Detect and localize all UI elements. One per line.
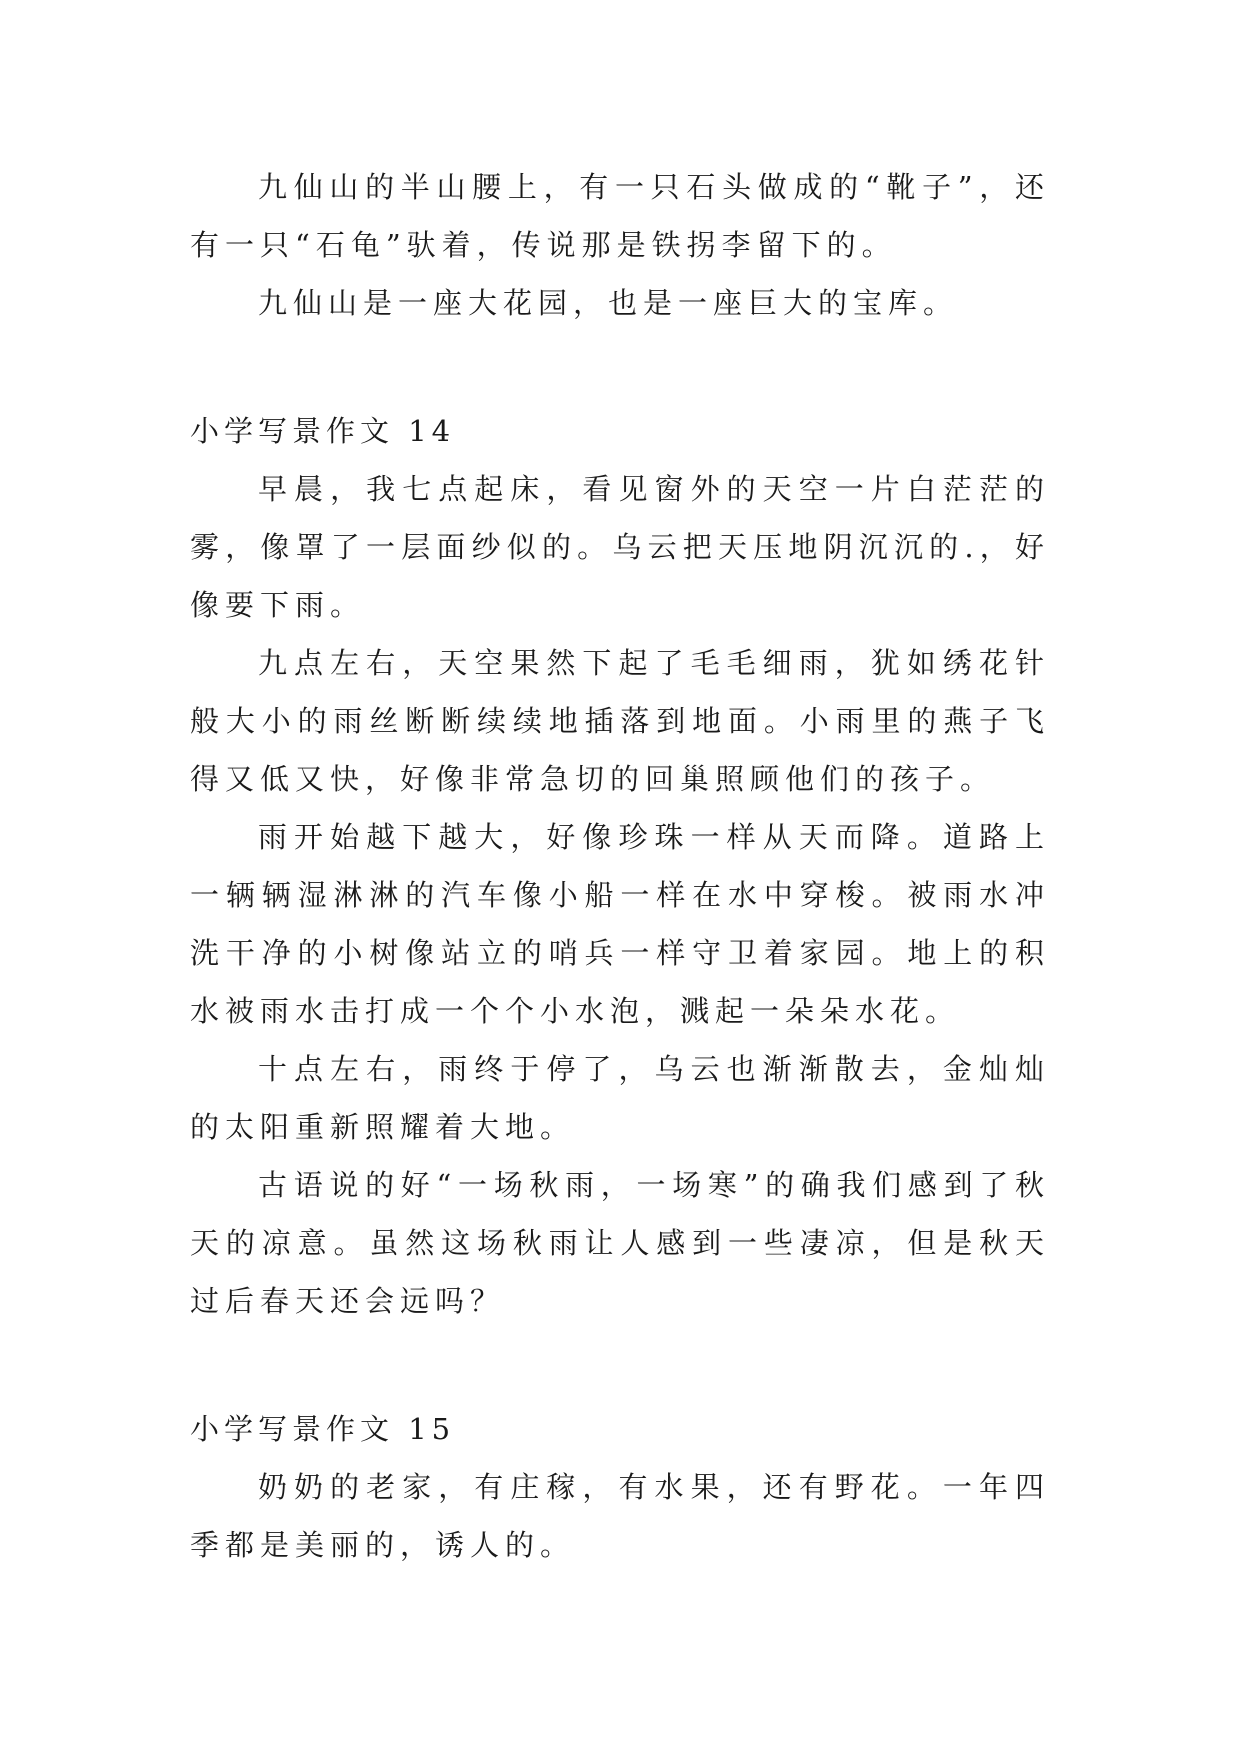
section-heading: 小学写景作文 14 [190,414,456,448]
section-heading: 小学写景作文 15 [190,1412,456,1446]
paragraph: 雨开始越下越大，好像珍珠一样从天而降。道路上一辆辆湿淋淋的汽车像小船一样在水中穿梭。被雨水冲洗干净的小树像站立的哨兵一样守卫着家园。地上的积水被雨水击打成一个个小水泡，溅起一朵朵水花。 [190,820,1050,1028]
section-gap [190,1330,1050,1400]
paragraph: 九仙山是一座大花园，也是一座巨大的宝库。 [258,286,959,320]
paragraph: 早晨，我七点起床，看见窗外的天空一片白茫茫的雾，像罩了一层面纱似的。乌云把天压地阴沉沉的.，好像要下雨。 [190,472,1050,622]
paragraph: 九仙山的半山腰上，有一只石头做成的“靴子”，还有一只“石龟”驮着，传说那是铁拐李留下的。 [190,170,1050,262]
paragraph: 十点左右，雨终于停了，乌云也渐渐散去，金灿灿的太阳重新照耀着大地。 [190,1052,1050,1144]
document-page [190,158,1050,1574]
section-gap [190,332,1050,402]
paragraph: 九点左右，天空果然下起了毛毛细雨，犹如绣花针般大小的雨丝断断续续地插落到地面。小雨里的燕子飞得又低又快，好像非常急切的回巢照顾他们的孩子。 [190,646,1050,796]
paragraph: 古语说的好“一场秋雨，一场寒”的确我们感到了秋天的凉意。虽然这场秋雨让人感到一些凄凉，但是秋天过后春天还会远吗？ [190,1168,1050,1318]
paragraph: 奶奶的老家，有庄稼，有水果，还有野花。一年四季都是美丽的，诱人的。 [190,1470,1050,1562]
